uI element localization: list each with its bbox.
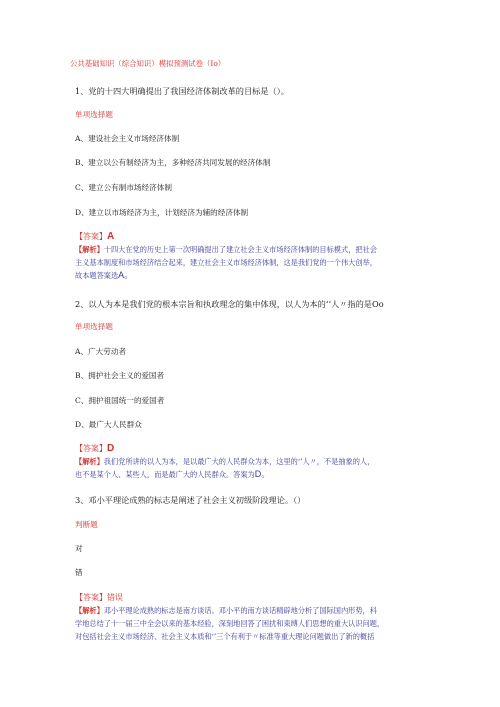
exam-title: 公共基础知识（综合知识）模拟预测试卷（Io）	[70, 59, 226, 68]
q3-answer	[75, 592, 123, 603]
q2-option-a: A、广大劳动者	[75, 347, 127, 356]
q3-option-false: 错	[75, 568, 83, 577]
q2-option-b: B、拥护社会主义的爱国者	[75, 371, 165, 380]
q1-explanation	[75, 243, 437, 282]
q1-option-d: D、建立以市场经济为主，计划经济为辅的经济体制	[75, 208, 249, 217]
explanation-answer: D。	[254, 469, 271, 479]
answer-value: A	[107, 231, 115, 242]
explanation-answer: A。	[118, 270, 134, 280]
explanation-line: 学地总结了十一届三中全会以来的基本经验，深刻地回答了困扰和束缚人们思想的重大认识问题，	[75, 619, 385, 628]
question-2-type: 单项选择题	[75, 322, 113, 331]
answer-tag: 【答案】	[75, 444, 107, 453]
q3-explanation	[75, 604, 437, 643]
answer-value: 错误	[107, 593, 123, 602]
question-3-type: 判断题	[75, 520, 98, 529]
explanation-tag: 【解析】	[75, 606, 104, 615]
q3-option-true: 对	[75, 544, 83, 553]
explanation-line: 我们党所讲的以人为本，是以最广大的人民群众为本，这里的‘’人〃，不是抽象的人，	[103, 457, 375, 466]
question-3: 3、邓小平理论成熟的标志是阐述了社会主义初级阶段理论。（）	[75, 495, 306, 505]
question-2: 2、以人为本是我们党的根本宗旨和执政理念的集中体现，以人为本的‘’人〃指的是Oo	[75, 299, 384, 309]
question-1: 1、党的十四大明确提出了我国经济体制改革的目标是（）。	[75, 86, 289, 96]
answer-tag: 【答案】	[75, 232, 107, 241]
explanation-line: 对包括社会主义市场经济、社会主义本质和‘’三个有利于〃标准等重大理论问题做出了新的概括	[75, 632, 375, 641]
explanation-tag: 【解析】	[75, 245, 104, 254]
explanation-line: 十四大在党的历史上第一次明确提出了建立社会主义市场经济体制的目标模式，把社会	[103, 245, 377, 254]
answer-tag: 【答案】	[75, 593, 107, 602]
q2-option-d: D、最广大人民群众	[75, 420, 142, 429]
q1-option-c: C、建立公有制市场经济体制	[75, 183, 172, 192]
q1-option-b: B、建立以公有制经济为主，多种经济共同发展的经济体制	[75, 158, 271, 167]
explanation-line: 也不是某个人、某些人，而是最广大的人民群众。答案为	[75, 470, 255, 479]
explanation-line: 邓小平理论成熟的标志是南方谈话。邓小平的南方谈话精辟地分析了国际国内形势，科	[103, 606, 377, 615]
explanation-line: 主义基本制度和市场经济结合起来，建立社会主义市场经济体制，这是我们党的一个伟大创举，	[75, 258, 377, 267]
explanation-tag: 【解析】	[75, 457, 104, 466]
q2-answer	[75, 443, 114, 454]
q2-explanation	[75, 455, 437, 481]
q2-option-c: C、拥护祖国统一的爱国者	[75, 396, 165, 405]
answer-value: D	[107, 443, 115, 454]
explanation-line: 故本题答案选	[75, 271, 119, 280]
q1-option-a: A、建设社会主义市场经济体制	[75, 134, 180, 143]
question-1-type: 单项选择题	[75, 110, 113, 119]
q1-answer	[75, 231, 114, 242]
